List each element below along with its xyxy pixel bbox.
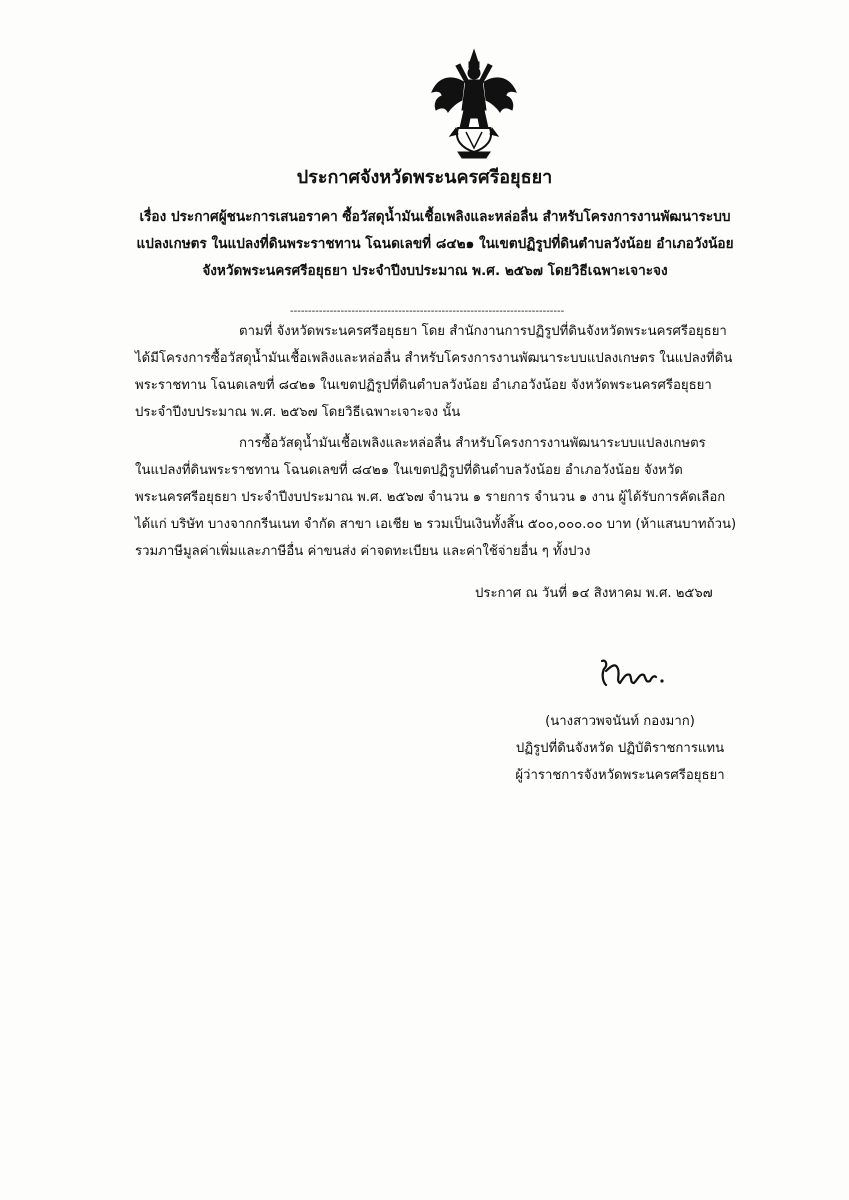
- signer-position: ผู้ว่าราชการจังหวัดพระนครศรีอยุธยา: [515, 768, 725, 783]
- paragraph-line: พระราชทาน โฉนดเลขที่ ๘๔๒๑ ในเขตปฏิรูปที่ดินตำบลวังน้อย อำเภอวังน้อย จังหวัดพระนครศรีอยุธยา: [135, 378, 712, 393]
- announcement-title: ประกาศจังหวัดพระนครศรีอยุธยา: [296, 167, 553, 188]
- paragraph-background: [135, 318, 733, 426]
- divider-line: ----------------------------------------------------------------------------: [290, 306, 565, 317]
- garuda-emblem-icon: [428, 48, 520, 160]
- paragraph-line: รวมภาษีมูลค่าเพิ่มและภาษีอื่น ค่าขนส่ง ค่าจดทะเบียน และค่าใช้จ่ายอื่น ๆ ทั้งปวง: [135, 544, 591, 559]
- paragraph-line: ตามที่ จังหวัดพระนครศรีอยุธยา โดย สำนักงานการปฏิรูปที่ดินจังหวัดพระนครศรีอยุธยา: [239, 324, 727, 339]
- signer-name: (นางสาวพจนันท์ กองมาก): [545, 714, 695, 729]
- announcement-date: ประกาศ ณ วันที่ ๑๔ สิงหาคม พ.ศ. ๒๕๖๗: [475, 586, 713, 601]
- handwritten-signature: [596, 655, 668, 691]
- subject-line: แปลงเกษตร ในแปลงที่ดินพระราชทาน โฉนดเลขที่ ๘๔๒๑ ในเขตปฏิรูปที่ดินตำบลวังน้อย อำเภอวังน้อย: [136, 236, 734, 252]
- subject-line: เรื่อง ประกาศผู้ชนะการเสนอราคา ซื้อวัสดุน้ำมันเชื้อเพลิงและหล่อลื่น สำหรับโครงการงานพัฒนาระบบ: [139, 209, 731, 225]
- paragraph-line: ประจำปีงบประมาณ พ.ศ. ๒๕๖๗ โดยวิธีเฉพาะเจาะจง นั้น: [135, 405, 461, 420]
- paragraph-line: พระนครศรีอยุธยา ประจำปีงบประมาณ พ.ศ. ๒๕๖๗ จำนวน ๑ รายการ จำนวน ๑ งาน ผู้ได้รับการคัดเลือก: [135, 490, 726, 505]
- paragraph-line: ในแปลงที่ดินพระราชทาน โฉนดเลขที่ ๘๔๒๑ ในเขตปฏิรูปที่ดินตำบลวังน้อย อำเภอวังน้อย จังหวัด: [135, 463, 683, 478]
- paragraph-line: ได้มีโครงการซื้อวัสดุน้ำมันเชื้อเพลิงและหล่อลื่น สำหรับโครงการงานพัฒนาระบบแปลงเกษตร ในแปลงที่ดิน: [135, 351, 733, 366]
- signer-position: ปฏิรูปที่ดินจังหวัด ปฏิบัติราชการแทน: [515, 741, 725, 756]
- signer-block: [470, 708, 770, 789]
- announcement-subject: [110, 204, 760, 285]
- subject-line: จังหวัดพระนครศรีอยุธยา ประจำปีงบประมาณ พ.ศ. ๒๕๖๗ โดยวิธีเฉพาะเจาะจง: [202, 263, 668, 279]
- paragraph-line: ได้แก่ บริษัท บางจากกรีนเนท จำกัด สาขา เอเชีย ๒ รวมเป็นเงินทั้งสิ้น ๕๐๐,๐๐๐.๐๐ บาท (ห้าแสนบาทถ้วน): [135, 517, 737, 532]
- paragraph-line: การซื้อวัสดุน้ำมันเชื้อเพลิงและหล่อลื่น สำหรับโครงการงานพัฒนาระบบแปลงเกษตร: [239, 436, 706, 451]
- paragraph-award: [135, 430, 737, 565]
